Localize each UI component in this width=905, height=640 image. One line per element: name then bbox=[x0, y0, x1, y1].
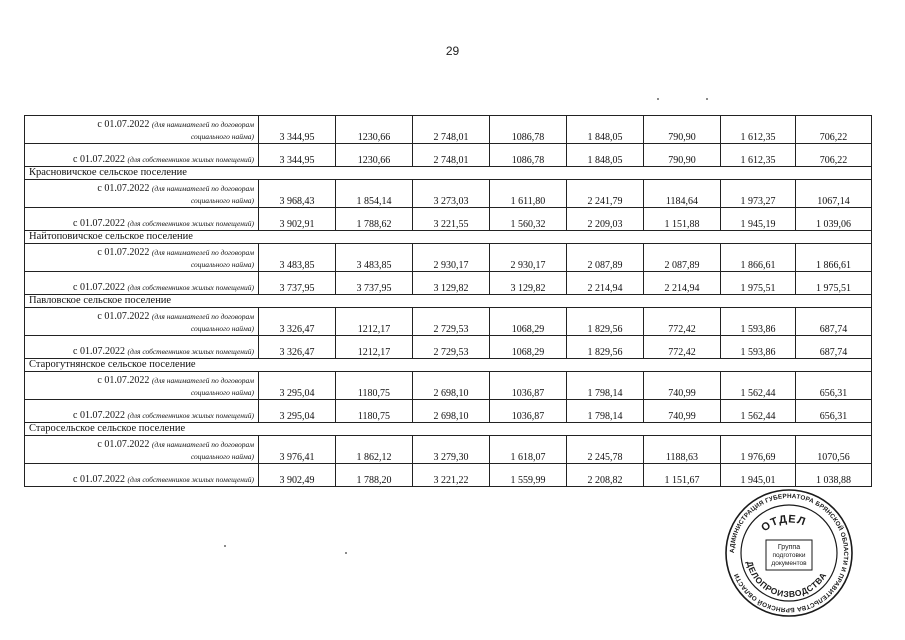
page-number: 29 bbox=[445, 44, 460, 58]
scan-speck bbox=[657, 98, 659, 100]
section-title: Найтоповичское сельское поселение bbox=[25, 231, 872, 244]
stamp-center-line2: подготовки bbox=[772, 552, 806, 559]
tariff-value: 740,99 bbox=[644, 400, 721, 423]
row-note: (для собственников жилых помещений) bbox=[127, 155, 254, 164]
row-label bbox=[25, 308, 259, 336]
tariff-value: 3 968,43 bbox=[259, 180, 336, 208]
row-date: с 01.07.2022 bbox=[73, 474, 125, 485]
tariff-value: 687,74 bbox=[796, 336, 872, 359]
tariff-value: 790,90 bbox=[644, 144, 721, 167]
section-title: Красновичское сельское поселение bbox=[25, 167, 872, 180]
tariff-value: 3 129,82 bbox=[413, 272, 490, 295]
row-date: с 01.07.2022 bbox=[73, 218, 125, 229]
tariff-value: 2 208,82 bbox=[567, 464, 644, 487]
tariff-row bbox=[25, 372, 872, 400]
tariff-value: 1 798,14 bbox=[567, 400, 644, 423]
row-date: с 01.07.2022 bbox=[97, 119, 150, 130]
tariff-value: 2 214,94 bbox=[644, 272, 721, 295]
tariff-value: 3 344,95 bbox=[259, 144, 336, 167]
tariff-row bbox=[25, 244, 872, 272]
section-title: Старогутнянское сельское поселение bbox=[25, 359, 872, 372]
tariff-value: 2 930,17 bbox=[413, 244, 490, 272]
tariff-value: 1 151,88 bbox=[644, 208, 721, 231]
tariff-value: 1 612,35 bbox=[721, 116, 796, 144]
tariff-row bbox=[25, 436, 872, 464]
tariff-value: 1184,64 bbox=[644, 180, 721, 208]
row-label bbox=[25, 272, 259, 295]
tariff-row bbox=[25, 272, 872, 295]
row-note: (для нанимателей по договорам bbox=[151, 184, 254, 193]
row-note-continued: социального найма) bbox=[190, 260, 254, 269]
row-date: с 01.07.2022 bbox=[73, 410, 125, 421]
tariff-value: 1 038,88 bbox=[796, 464, 872, 487]
tariff-value: 1212,17 bbox=[336, 308, 413, 336]
row-label bbox=[25, 400, 259, 423]
tariff-value: 2 698,10 bbox=[413, 400, 490, 423]
tariff-value: 2 087,89 bbox=[644, 244, 721, 272]
tariff-row bbox=[25, 464, 872, 487]
row-date: с 01.07.2022 bbox=[73, 154, 125, 165]
row-date: с 01.07.2022 bbox=[97, 439, 150, 450]
tariff-value: 3 483,85 bbox=[259, 244, 336, 272]
stamp-center-line1: Группа bbox=[777, 544, 801, 551]
row-note-continued: социального найма) bbox=[190, 388, 254, 397]
tariff-value: 1 039,06 bbox=[796, 208, 872, 231]
tariff-value: 3 295,04 bbox=[259, 372, 336, 400]
stamp-arc-bottom: ДЕЛОПРОИЗВОДСТВА bbox=[744, 559, 829, 600]
tariff-value: 1 788,62 bbox=[336, 208, 413, 231]
row-date: с 01.07.2022 bbox=[73, 346, 125, 357]
tariff-value: 706,22 bbox=[796, 144, 872, 167]
row-label bbox=[25, 208, 259, 231]
section-row bbox=[25, 231, 872, 244]
tariff-row bbox=[25, 336, 872, 359]
tariff-value: 1 848,05 bbox=[567, 144, 644, 167]
row-label bbox=[25, 180, 259, 208]
stamp-arc-top: ОТДЕЛ bbox=[759, 513, 808, 535]
tariff-value: 656,31 bbox=[796, 372, 872, 400]
row-label bbox=[25, 436, 259, 464]
row-note: (для собственников жилых помещений) bbox=[127, 475, 254, 484]
row-date: с 01.07.2022 bbox=[97, 311, 150, 322]
row-note-continued: социального найма) bbox=[190, 324, 254, 333]
tariff-value: 3 129,82 bbox=[490, 272, 567, 295]
tariff-row bbox=[25, 116, 872, 144]
tariff-row bbox=[25, 400, 872, 423]
tariff-value: 2 245,78 bbox=[567, 436, 644, 464]
row-date: с 01.07.2022 bbox=[97, 183, 150, 194]
tariff-value: 1 151,67 bbox=[644, 464, 721, 487]
tariff-row bbox=[25, 208, 872, 231]
row-note: (для собственников жилых помещений) bbox=[127, 219, 254, 228]
tariff-value: 2 698,10 bbox=[413, 372, 490, 400]
row-label bbox=[25, 372, 259, 400]
tariff-value: 1188,63 bbox=[644, 436, 721, 464]
row-note: (для нанимателей по договорам bbox=[151, 120, 254, 129]
tariff-value: 740,99 bbox=[644, 372, 721, 400]
tariff-value: 3 273,03 bbox=[413, 180, 490, 208]
tariff-value: 1 976,69 bbox=[721, 436, 796, 464]
tariff-value: 1 862,12 bbox=[336, 436, 413, 464]
tariff-value: 1070,56 bbox=[796, 436, 872, 464]
row-note-continued: социального найма) bbox=[190, 452, 254, 461]
tariff-value: 1 559,99 bbox=[490, 464, 567, 487]
tariff-value: 1 593,86 bbox=[721, 308, 796, 336]
tariff-value: 772,42 bbox=[644, 308, 721, 336]
tariff-value: 1 975,51 bbox=[721, 272, 796, 295]
tariff-value: 1230,66 bbox=[336, 144, 413, 167]
tariff-row bbox=[25, 180, 872, 208]
row-label bbox=[25, 244, 259, 272]
tariff-value: 1086,78 bbox=[490, 116, 567, 144]
row-date: с 01.07.2022 bbox=[97, 375, 150, 386]
row-note: (для нанимателей по договорам bbox=[151, 376, 254, 385]
tariff-value: 3 976,41 bbox=[259, 436, 336, 464]
tariff-value: 3 326,47 bbox=[259, 336, 336, 359]
tariff-value: 1 866,61 bbox=[796, 244, 872, 272]
tariff-value: 3 326,47 bbox=[259, 308, 336, 336]
tariff-value: 2 930,17 bbox=[490, 244, 567, 272]
row-note-continued: социального найма) bbox=[190, 132, 254, 141]
tariff-value: 2 748,01 bbox=[413, 144, 490, 167]
tariff-value: 3 279,30 bbox=[413, 436, 490, 464]
row-note: (для собственников жилых помещений) bbox=[127, 283, 254, 292]
tariff-value: 3 483,85 bbox=[336, 244, 413, 272]
tariff-value: 1 945,01 bbox=[721, 464, 796, 487]
tariff-value: 1 560,32 bbox=[490, 208, 567, 231]
row-note: (для нанимателей по договорам bbox=[151, 312, 254, 321]
row-label bbox=[25, 116, 259, 144]
row-note-continued: социального найма) bbox=[190, 196, 254, 205]
row-label bbox=[25, 144, 259, 167]
tariff-value: 1 854,14 bbox=[336, 180, 413, 208]
tariff-value: 1068,29 bbox=[490, 336, 567, 359]
tariff-value: 656,31 bbox=[796, 400, 872, 423]
tariff-value: 3 737,95 bbox=[336, 272, 413, 295]
section-row bbox=[25, 423, 872, 436]
row-note: (для нанимателей по договорам bbox=[151, 440, 254, 449]
tariff-value: 1 829,56 bbox=[567, 308, 644, 336]
tariff-value: 2 729,53 bbox=[413, 308, 490, 336]
tariff-value: 2 209,03 bbox=[567, 208, 644, 231]
tariff-value: 1 848,05 bbox=[567, 116, 644, 144]
tariff-value: 1230,66 bbox=[336, 116, 413, 144]
tariff-table bbox=[24, 115, 872, 487]
stamp-center-line3: документов bbox=[771, 560, 807, 567]
section-row bbox=[25, 167, 872, 180]
tariff-value: 1212,17 bbox=[336, 336, 413, 359]
row-note: (для собственников жилых помещений) bbox=[127, 347, 254, 356]
tariff-value: 1 562,44 bbox=[721, 400, 796, 423]
tariff-value: 2 729,53 bbox=[413, 336, 490, 359]
tariff-value: 1086,78 bbox=[490, 144, 567, 167]
tariff-value: 2 214,94 bbox=[567, 272, 644, 295]
row-note: (для собственников жилых помещений) bbox=[127, 411, 254, 420]
tariff-value: 1 593,86 bbox=[721, 336, 796, 359]
tariff-value: 1 829,56 bbox=[567, 336, 644, 359]
tariff-value: 1036,87 bbox=[490, 372, 567, 400]
row-label bbox=[25, 464, 259, 487]
tariff-row bbox=[25, 144, 872, 167]
tariff-value: 687,74 bbox=[796, 308, 872, 336]
tariff-value: 3 902,49 bbox=[259, 464, 336, 487]
tariff-value: 2 087,89 bbox=[567, 244, 644, 272]
tariff-value: 1 798,14 bbox=[567, 372, 644, 400]
tariff-value: 1 612,35 bbox=[721, 144, 796, 167]
tariff-value: 3 295,04 bbox=[259, 400, 336, 423]
tariff-value: 3 221,55 bbox=[413, 208, 490, 231]
tariff-value: 1067,14 bbox=[796, 180, 872, 208]
tariff-value: 1 562,44 bbox=[721, 372, 796, 400]
row-label bbox=[25, 336, 259, 359]
scan-speck bbox=[706, 98, 708, 100]
tariff-value: 1036,87 bbox=[490, 400, 567, 423]
tariff-value: 1 973,27 bbox=[721, 180, 796, 208]
tariff-value: 1180,75 bbox=[336, 400, 413, 423]
section-title: Старосельское сельское поселение bbox=[25, 423, 872, 436]
row-note: (для нанимателей по договорам bbox=[151, 248, 254, 257]
section-row bbox=[25, 295, 872, 308]
tariff-value: 790,90 bbox=[644, 116, 721, 144]
tariff-value: 1 945,19 bbox=[721, 208, 796, 231]
tariff-value: 1068,29 bbox=[490, 308, 567, 336]
row-date: с 01.07.2022 bbox=[97, 247, 150, 258]
tariff-value: 3 737,95 bbox=[259, 272, 336, 295]
tariff-value: 1 866,61 bbox=[721, 244, 796, 272]
tariff-value: 1 788,20 bbox=[336, 464, 413, 487]
tariff-value: 2 241,79 bbox=[567, 180, 644, 208]
tariff-value: 2 748,01 bbox=[413, 116, 490, 144]
section-row bbox=[25, 359, 872, 372]
scan-speck bbox=[224, 545, 226, 547]
section-title: Павловское сельское поселение bbox=[25, 295, 872, 308]
official-stamp bbox=[724, 488, 854, 618]
tariff-value: 3 344,95 bbox=[259, 116, 336, 144]
tariff-value: 3 221,22 bbox=[413, 464, 490, 487]
tariff-value: 1 618,07 bbox=[490, 436, 567, 464]
tariff-row bbox=[25, 308, 872, 336]
tariff-value: 3 902,91 bbox=[259, 208, 336, 231]
stamp-ring-text: АДМИНИСТРАЦИЯ ГУБЕРНАТОРА БРЯНСКОЙ ОБЛАСТИ И ПРАВИТЕЛЬСТВА БРЯНСКОЙ ОБЛАСТИ bbox=[728, 492, 850, 614]
tariff-value: 1 975,51 bbox=[796, 272, 872, 295]
scan-speck bbox=[345, 552, 347, 554]
tariff-value: 706,22 bbox=[796, 116, 872, 144]
tariff-value: 772,42 bbox=[644, 336, 721, 359]
tariff-value: 1 611,80 bbox=[490, 180, 567, 208]
tariff-value: 1180,75 bbox=[336, 372, 413, 400]
row-date: с 01.07.2022 bbox=[73, 282, 125, 293]
